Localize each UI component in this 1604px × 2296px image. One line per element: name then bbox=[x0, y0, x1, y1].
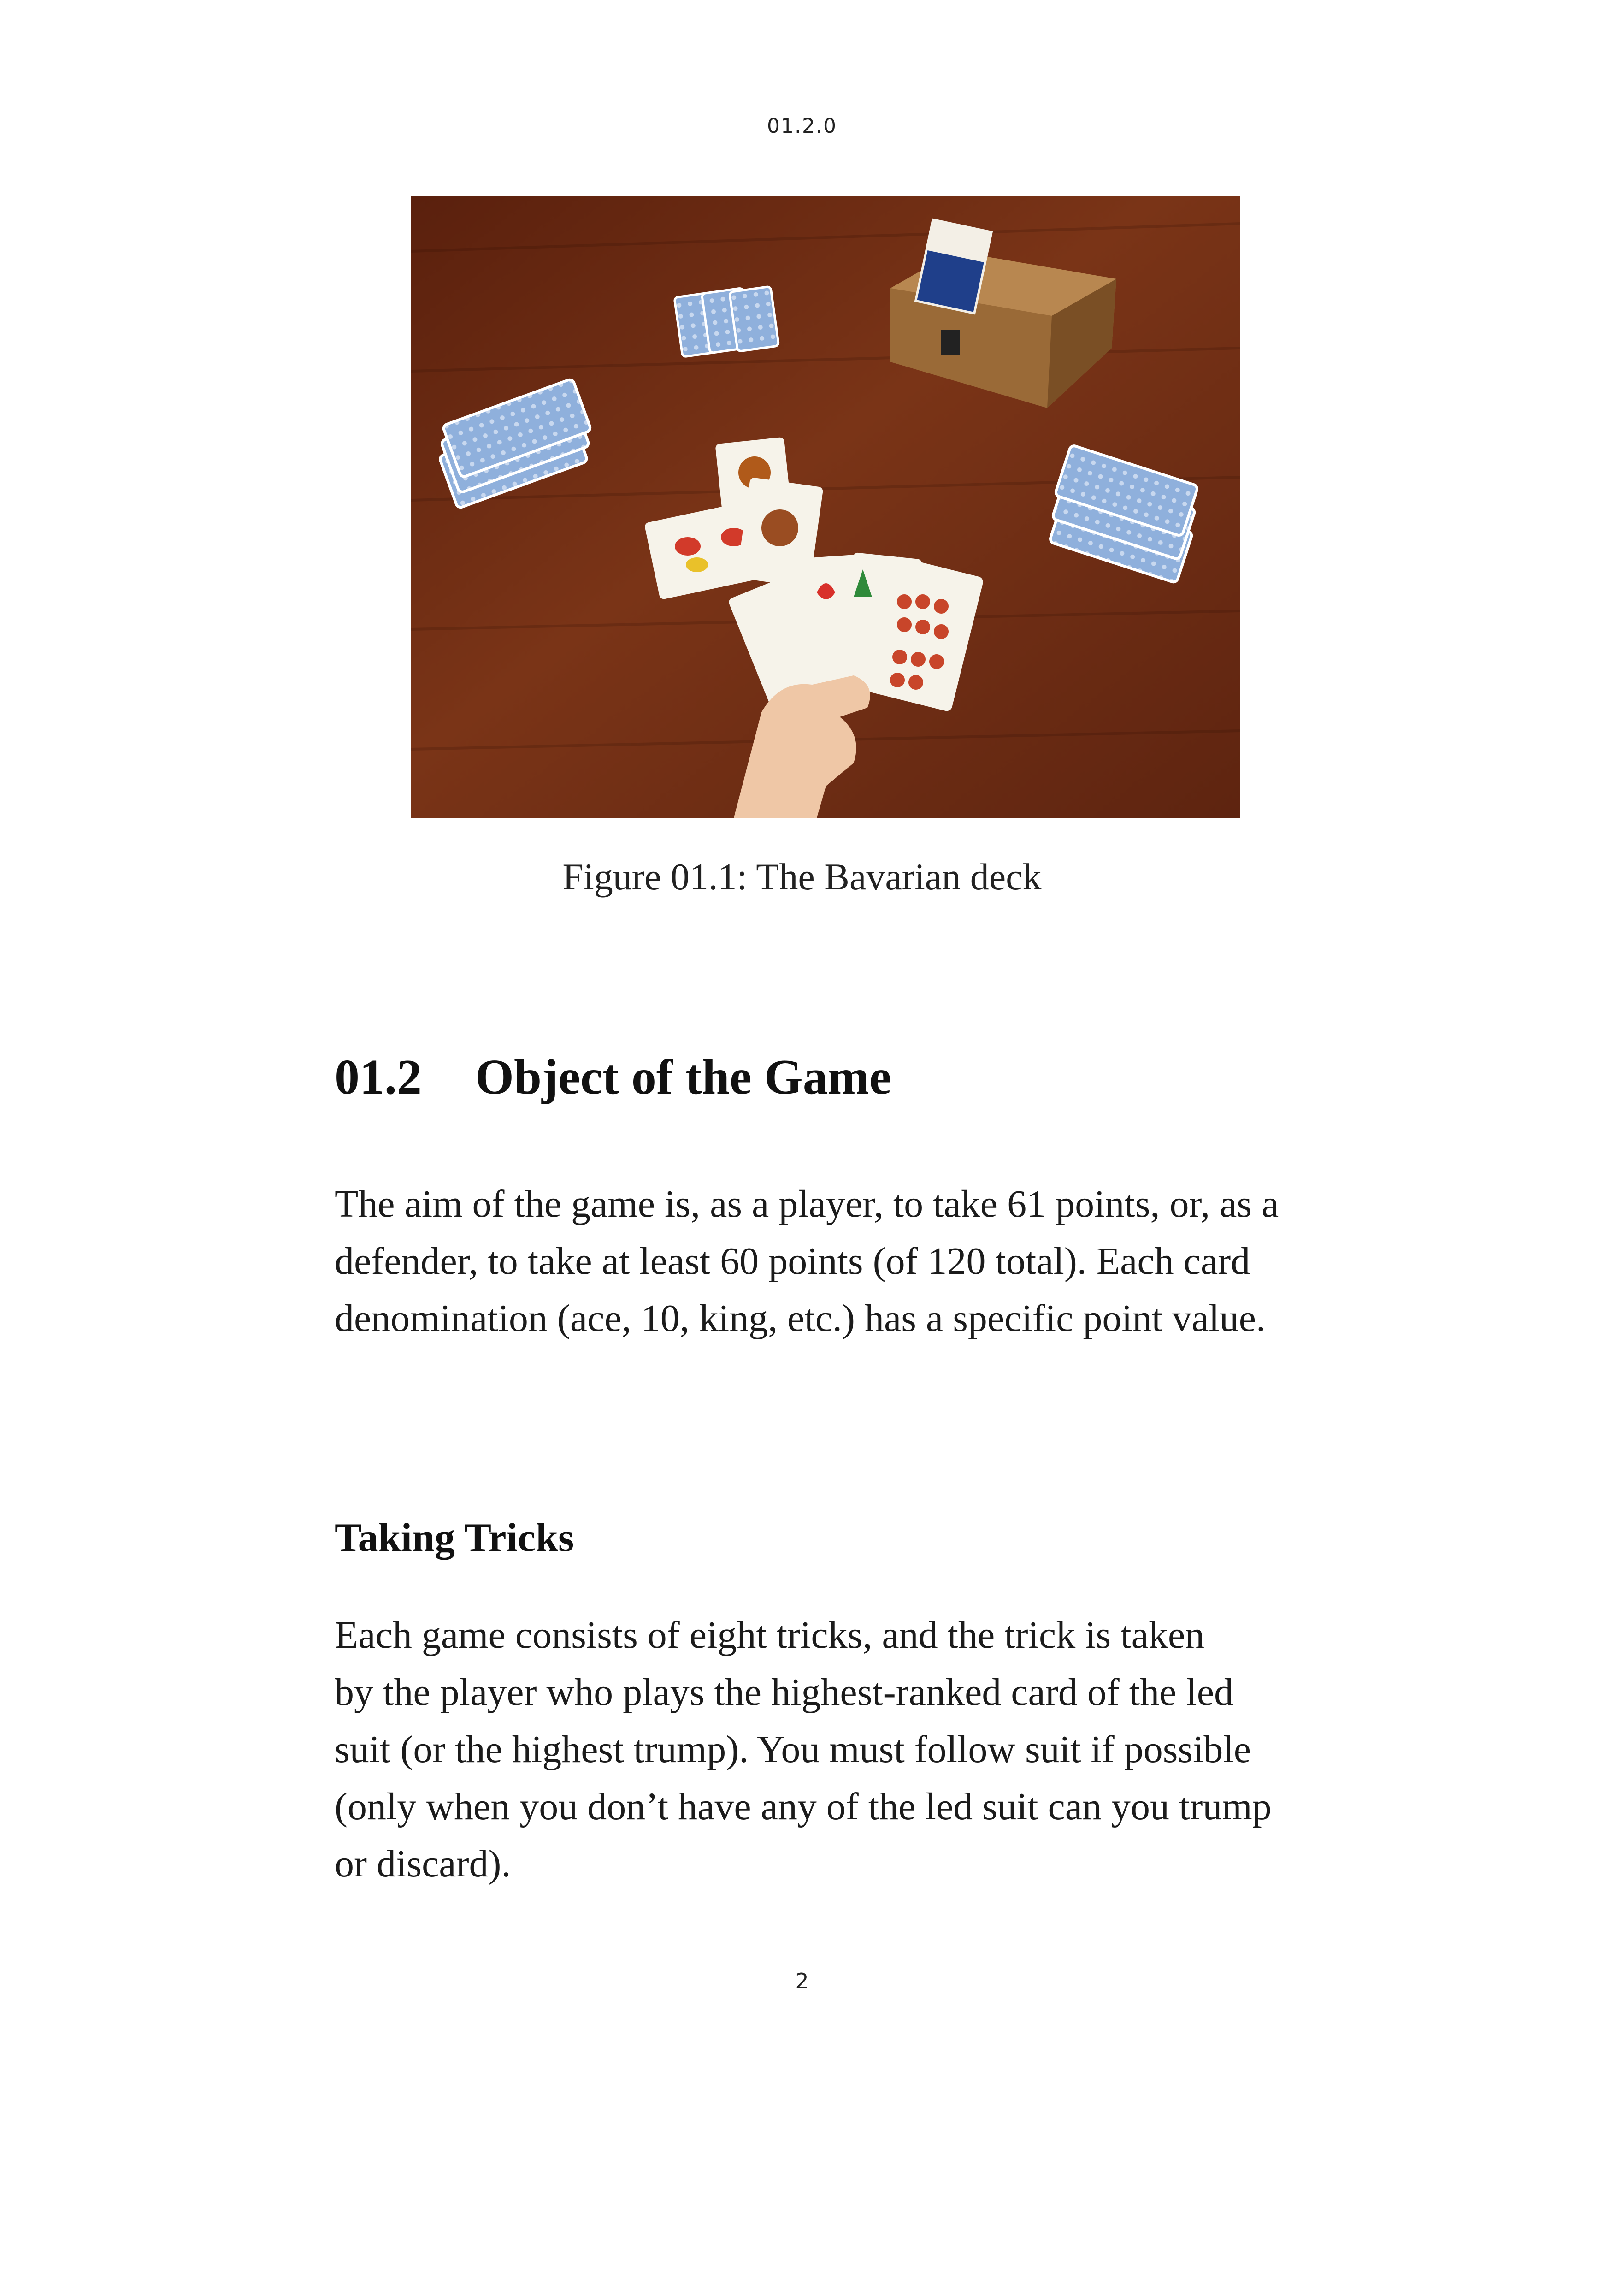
section-title-text: Object of the Game bbox=[475, 1050, 891, 1105]
subsection-paragraph bbox=[335, 1607, 1330, 1893]
paragraph-line: Each game consists of eight tricks, and the trick is taken bbox=[335, 1614, 1205, 1657]
subsection-heading: Taking Tricks bbox=[335, 1515, 574, 1560]
paragraph-line: suit (or the highest trump). You must follow suit if possible bbox=[335, 1728, 1251, 1771]
card-game-photo bbox=[411, 196, 1240, 818]
paragraph-line: The aim of the game is, as a player, to take 61 points, or, as a bbox=[335, 1183, 1279, 1225]
card-pile-top bbox=[674, 284, 779, 359]
section-paragraph bbox=[335, 1176, 1330, 1347]
running-head: 01.2.0 bbox=[767, 114, 837, 138]
page-number: 2 bbox=[795, 1969, 809, 1994]
section-number: 01.2 bbox=[335, 1050, 422, 1105]
paragraph-line: defender, to take at least 60 points (of 120 total). Each card bbox=[335, 1240, 1250, 1283]
paragraph-line: (only when you don’t have any of the led suit can you trump bbox=[335, 1785, 1272, 1828]
paragraph-line: or discard). bbox=[335, 1842, 511, 1885]
paragraph-line: by the player who plays the highest-ranked card of the led bbox=[335, 1671, 1234, 1714]
figure-photo bbox=[411, 196, 1240, 818]
figure-caption: Figure 01.1: The Bavarian deck bbox=[562, 856, 1042, 898]
paragraph-line: denomination (ace, 10, king, etc.) has a specific point value. bbox=[335, 1297, 1266, 1340]
section-heading bbox=[335, 1049, 891, 1106]
